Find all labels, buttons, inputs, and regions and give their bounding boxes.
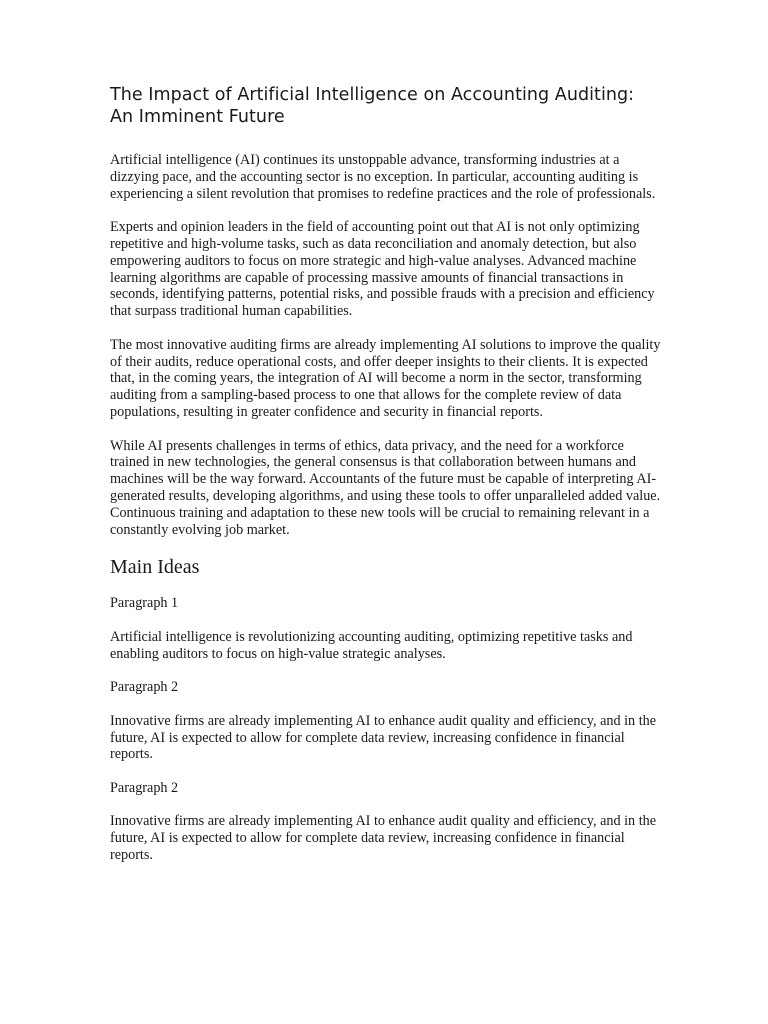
main-idea-text: Artificial intelligence is revolutionizing accounting auditing, optimizing repetitive tasks and enabling auditors to focus on high-value strategic analyses. bbox=[110, 628, 633, 662]
main-idea-item-3 bbox=[110, 780, 662, 864]
main-ideas-heading: Main Ideas bbox=[110, 556, 200, 579]
body-paragraph-1: Artificial intelligence (AI) continues its unstoppable advance, transforming industries at a dizzying pace, and the accounting sector is no exception. In particular, accounting auditing is experiencing a silent revolution that promises to redefine practices and the role of professionals. bbox=[110, 152, 656, 202]
main-idea-text: Innovative firms are already implementing AI to enhance audit quality and efficiency, and in the future, AI is expected to allow for complete data review, increasing confidence in financial reports. bbox=[110, 813, 657, 864]
body-paragraph-3: The most innovative auditing firms are already implementing AI solutions to improve the quality of their audits, reduce operational costs, and offer deeper insights to their clients. It is expected that, in the coming years, the integration of AI will become a norm in the sector, transforming auditing from a sampling-based process to one that allows for the complete review of data populations, resulting in greater confidence and security in financial reports. bbox=[110, 336, 661, 420]
main-idea-label: Paragraph 2 bbox=[110, 679, 179, 696]
body-paragraph-4: While AI presents challenges in terms of ethics, data privacy, and the need for a workforce trained in new technologies, the general consensus is that collaboration between humans and machines will be the way forward. Accountants of the future must be capable of interpreting AI-generated results, developing algorithms, and using these tools to offer unparalleled added value. Continuous training and adaptation to these new tools will be crucial to remaining relevant in a constantly evolving job market. bbox=[110, 437, 661, 538]
main-idea-item-2 bbox=[110, 679, 662, 763]
main-idea-label: Paragraph 1 bbox=[110, 595, 179, 612]
main-idea-label: Paragraph 2 bbox=[110, 779, 179, 796]
body-paragraph-2: Experts and opinion leaders in the field of accounting point out that AI is not only optimizing repetitive and high-volume tasks, such as data reconciliation and anomaly detection, but also empowering auditors to focus on more strategic and high-value analyses. Advanced machine learning algorithms are capable of processing massive amounts of financial transactions in seconds, identifying patterns, potential risks, and possible frauds with a precision and efficiency that surpass traditional human capabilities. bbox=[110, 219, 655, 320]
main-idea-text: Innovative firms are already implementing AI to enhance audit quality and efficiency, and in the future, AI is expected to allow for complete data review, increasing confidence in financial reports. bbox=[110, 712, 657, 763]
document-title: The Impact of Artificial Intelligence on Accounting Auditing: An Imminent Future bbox=[110, 85, 635, 127]
document-page bbox=[110, 84, 662, 881]
main-idea-item-1 bbox=[110, 595, 662, 662]
